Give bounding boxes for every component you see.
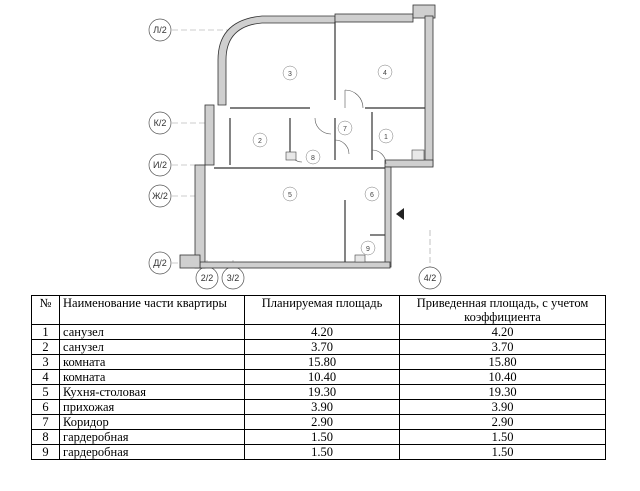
table-row bbox=[32, 340, 606, 355]
table-row bbox=[32, 370, 606, 385]
row-number: 7 bbox=[32, 415, 60, 430]
room-number-7: 7 bbox=[343, 126, 347, 133]
area-table bbox=[31, 295, 606, 460]
table-row bbox=[32, 400, 606, 415]
row-planned-area: 2.90 bbox=[245, 415, 400, 430]
axis-label-zh2: Ж/2 bbox=[152, 191, 168, 201]
axis-label-col4: 4/2 bbox=[423, 273, 437, 283]
row-planned-area: 19.30 bbox=[245, 385, 400, 400]
axis-label-l2: Л/2 bbox=[153, 25, 167, 35]
table-header-row bbox=[32, 296, 606, 325]
room-number-8: 8 bbox=[311, 155, 315, 162]
table-row bbox=[32, 415, 606, 430]
row-planned-area: 4.20 bbox=[245, 325, 400, 340]
row-number: 1 bbox=[32, 325, 60, 340]
row-planned-area: 3.90 bbox=[245, 400, 400, 415]
header-number: № bbox=[32, 296, 60, 325]
table-row bbox=[32, 445, 606, 460]
row-number: 8 bbox=[32, 430, 60, 445]
row-name: санузел bbox=[60, 325, 245, 340]
room-number-6: 6 bbox=[370, 192, 374, 199]
row-planned-area: 15.80 bbox=[245, 355, 400, 370]
row-name: комната bbox=[60, 355, 245, 370]
row-number: 3 bbox=[32, 355, 60, 370]
row-planned-area: 10.40 bbox=[245, 370, 400, 385]
row-planned-area: 1.50 bbox=[245, 445, 400, 460]
axis-label-d2: Д/2 bbox=[153, 258, 167, 268]
room-number-5: 5 bbox=[288, 192, 292, 199]
table-row bbox=[32, 355, 606, 370]
table-row bbox=[32, 430, 606, 445]
row-name: гардеробная bbox=[60, 445, 245, 460]
row-reduced-area: 15.80 bbox=[400, 355, 606, 370]
row-name: комната bbox=[60, 370, 245, 385]
row-number: 9 bbox=[32, 445, 60, 460]
entrance-arrow-icon bbox=[396, 208, 404, 220]
room-number-1: 1 bbox=[384, 134, 388, 141]
room-number-2: 2 bbox=[258, 138, 262, 145]
row-name: Кухня-столовая bbox=[60, 385, 245, 400]
header-planned-area: Планируемая площадь bbox=[245, 296, 400, 325]
axis-label-col3: 3/2 bbox=[226, 273, 240, 283]
row-reduced-area: 2.90 bbox=[400, 415, 606, 430]
table-row bbox=[32, 325, 606, 340]
row-reduced-area: 10.40 bbox=[400, 370, 606, 385]
row-reduced-area: 3.70 bbox=[400, 340, 606, 355]
room-number-9: 9 bbox=[366, 246, 370, 253]
row-number: 2 bbox=[32, 340, 60, 355]
row-reduced-area: 19.30 bbox=[400, 385, 606, 400]
table-body bbox=[32, 325, 606, 460]
row-name: гардеробная bbox=[60, 430, 245, 445]
row-number: 6 bbox=[32, 400, 60, 415]
row-reduced-area: 1.50 bbox=[400, 445, 606, 460]
row-reduced-area: 3.90 bbox=[400, 400, 606, 415]
table-row bbox=[32, 385, 606, 400]
row-planned-area: 1.50 bbox=[245, 430, 400, 445]
area-table-container bbox=[31, 295, 606, 460]
row-reduced-area: 1.50 bbox=[400, 430, 606, 445]
axis-label-i2: И/2 bbox=[153, 160, 167, 170]
room-number-3: 3 bbox=[288, 71, 292, 78]
row-planned-area: 3.70 bbox=[245, 340, 400, 355]
row-reduced-area: 4.20 bbox=[400, 325, 606, 340]
header-reduced-area: Приведенная площадь, с учетом коэффициента bbox=[400, 296, 606, 325]
row-name: санузел bbox=[60, 340, 245, 355]
axis-label-k2: К/2 bbox=[153, 118, 167, 128]
header-name: Наименование части квартиры bbox=[60, 296, 245, 325]
row-name: Коридор bbox=[60, 415, 245, 430]
row-name: прихожая bbox=[60, 400, 245, 415]
row-number: 5 bbox=[32, 385, 60, 400]
row-number: 4 bbox=[32, 370, 60, 385]
axis-label-col2: 2/2 bbox=[200, 273, 214, 283]
room-number-4: 4 bbox=[383, 70, 387, 77]
